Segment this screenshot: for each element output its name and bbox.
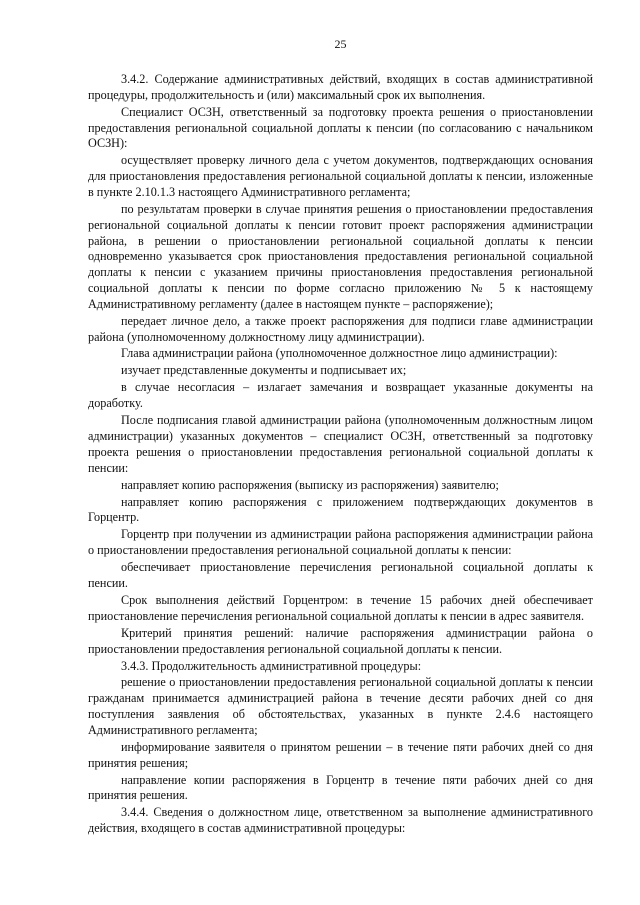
paragraph: передает личное дело, а также проект распоряжения для подписи главе администрации района (уполномоченному должностному лицу администрации). xyxy=(88,313,593,344)
paragraph: направляет копию распоряжения с приложением подтверждающих документов в Горцентр. xyxy=(88,494,593,525)
paragraph: информирование заявителя о принятом решении – в течение пяти рабочих дней со дня принятия решения; xyxy=(88,739,593,770)
paragraph: осуществляет проверку личного дела с учетом документов, подтверждающих основания для приостановления предоставления региональной социальной доплаты к пенсии, изложенные в пункте 2.10.1.3 настоящего Административного регламента; xyxy=(88,153,593,199)
page-number: 25 xyxy=(334,37,347,51)
paragraph: Специалист ОСЗН, ответственный за подготовку проекта решения о приостановлении предоставления региональной социальной доплаты к пенсии (по согласованию с начальником ОСЗН): xyxy=(88,104,593,151)
paragraph: Глава администрации района (уполномоченное должностное лицо администрации): xyxy=(121,346,558,361)
paragraph: изучает представленные документы и подписывает их; xyxy=(121,363,407,378)
paragraph: обеспечивает приостановление перечисления региональной социальной доплаты к пенсии. xyxy=(88,560,593,590)
paragraph: направляет копию распоряжения (выписку из распоряжения) заявителю; xyxy=(121,477,499,492)
paragraph: направление копии распоряжения в Горцентр в течение пяти рабочих дней со дня принятия решения. xyxy=(88,772,593,803)
paragraph: 3.4.3. Продолжительность административной процедуры: xyxy=(121,658,422,673)
paragraph: 3.4.4. Сведения о должностном лице, ответственном за выполнение административного действия, входящего в состав административной процедуры: xyxy=(88,805,593,836)
paragraph: по результатам проверки в случае принятия решения о приостановлении предоставления региональной социальной доплаты к пенсии готовит проект распоряжения администрации района, в решении о приостановлении региональной социальной доплаты к пенсии одновременно указывается срок приостановления предоставления региональной социальной доплаты к пенсии с указанием причины приостановления предоставления региональной социальной доплаты к пенсии по форме согласно приложению № 5 к настоящему Административному регламенту (далее в настоящем пункте – распоряжение); xyxy=(88,201,593,311)
paragraph: После подписания главой администрации района (уполномоченным должностным лицом администрации) указанных документов – специалист ОСЗН, ответственный за подготовку проекта решения о приостановлении предоставления региональной социальной доплаты к пенсии: xyxy=(88,413,593,475)
paragraph: в случае несогласия – излагает замечания и возвращает указанные документы на доработку. xyxy=(88,380,593,411)
paragraph: Горцентр при получении из администрации района распоряжения администрации района о приостановлении предоставления региональной социальной доплаты к пенсии: xyxy=(88,527,593,558)
paragraph: решение о приостановлении предоставления региональной социальной доплаты к пенсии гражданам принимается администрацией района в течение десяти рабочих дней со дня поступления заявления об обстоятельствах, указанных в пункте 2.4.6 настоящего Административного регламента; xyxy=(88,675,593,737)
paragraph: 3.4.2. Содержание административных действий, входящих в состав административной процедуры, продолжительность и (или) максимальный срок их выполнения. xyxy=(88,72,593,102)
paragraph: Критерий принятия решений: наличие распоряжения администрации района о приостановлении предоставления региональной социальной доплаты к пенсии. xyxy=(88,625,593,656)
paragraph: Срок выполнения действий Горцентром: в течение 15 рабочих дней обеспечивает приостановление перечисления региональной социальной доплаты к пенсии в адрес заявителя. xyxy=(88,592,593,623)
document-body xyxy=(88,72,593,837)
